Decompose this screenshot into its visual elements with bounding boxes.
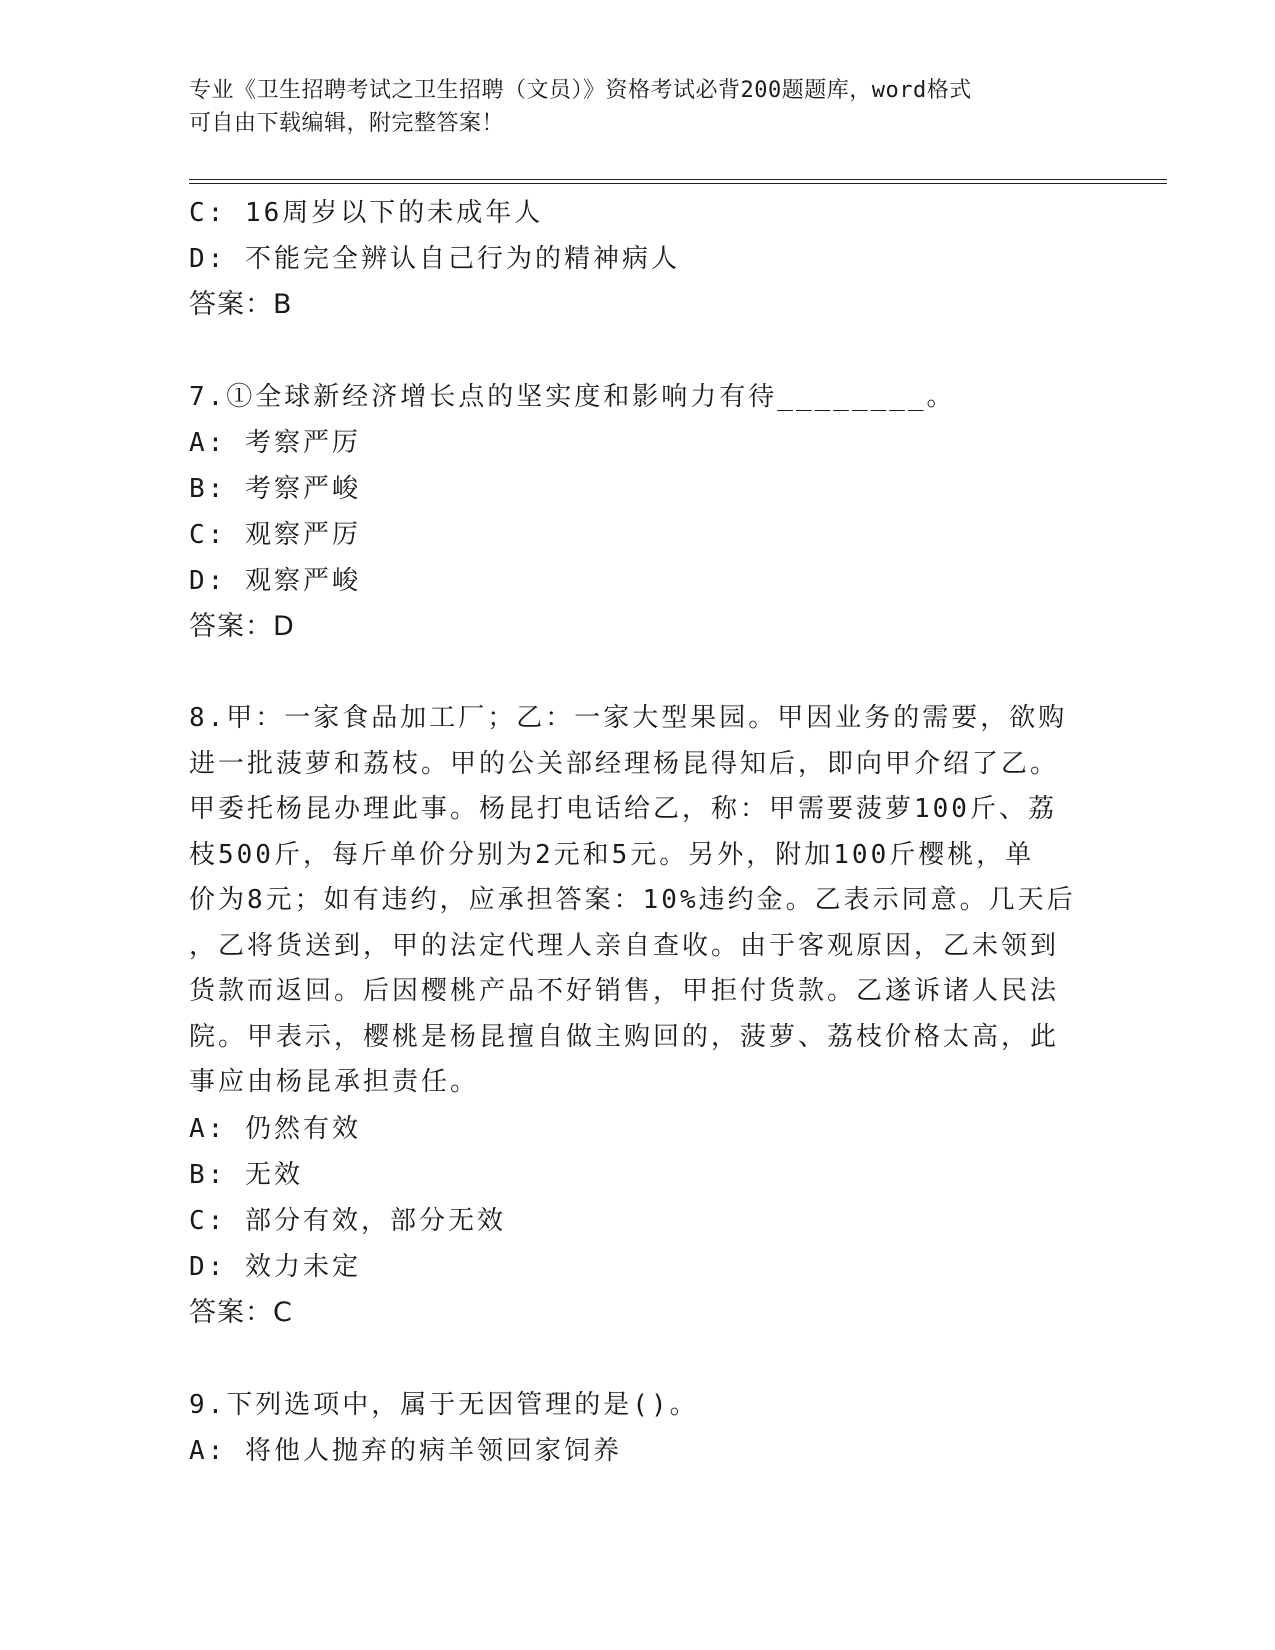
question-9 bbox=[189, 1382, 1089, 1474]
question-8-stem bbox=[189, 696, 1089, 1106]
question-8-stem-line: ，乙将货送到，甲的法定代理人亲自查收。由于客观原因，乙未领到 bbox=[189, 930, 1060, 961]
question-7-option-c: C: 观察严厉 bbox=[189, 520, 361, 550]
question-7-option-b: B: 考察严峻 bbox=[189, 474, 361, 504]
question-7-answer: 答案：D bbox=[189, 611, 295, 642]
question-6 bbox=[189, 190, 1089, 328]
question-6-option-c: C: 16周岁以下的未成年人 bbox=[189, 198, 544, 228]
question-8-option-a: A: 仍然有效 bbox=[189, 1113, 361, 1144]
question-list bbox=[189, 190, 1089, 1474]
question-8-answer: 答案：C bbox=[189, 1296, 293, 1328]
question-8-stem-line: 进一批菠萝和荔枝。甲的公关部经理杨昆得知后，即向甲介绍了乙。 bbox=[189, 748, 1060, 779]
question-6-answer: 答案：B bbox=[189, 289, 293, 320]
question-8-stem-line: 枝500斤，每斤单价分别为2元和5元。另外，附加100斤樱桃，单 bbox=[189, 839, 1035, 870]
question-8-stem-line: 院。甲表示，樱桃是杨昆擅自做主购回的，菠萝、荔枝价格太高，此 bbox=[189, 1021, 1060, 1052]
question-9-stem: 9.下列选项中，属于无因管理的是()。 bbox=[189, 1389, 699, 1420]
spacer bbox=[189, 1336, 1089, 1382]
question-7-option-a: A: 考察严厉 bbox=[189, 428, 361, 458]
question-7 bbox=[189, 374, 1089, 650]
question-8-stem-line: 价为8元；如有违约，应承担答案：10%违约金。乙表示同意。几天后 bbox=[189, 885, 1076, 915]
question-7-stem: 7.①全球新经济增长点的坚实度和影响力有待________。 bbox=[189, 382, 956, 412]
question-8-option-b: B: 无效 bbox=[189, 1159, 303, 1190]
header-divider-bottom bbox=[189, 183, 1167, 184]
document-header bbox=[189, 74, 1089, 140]
question-7-option-d: D: 观察严峻 bbox=[189, 566, 361, 596]
question-8-stem-line: 事应由杨昆承担责任。 bbox=[189, 1067, 480, 1097]
question-9-option-a: A: 将他人抛弃的病羊领回家饲养 bbox=[189, 1435, 622, 1466]
question-8 bbox=[189, 696, 1089, 1336]
question-8-stem-line: 货款而返回。后因樱桃产品不好销售，甲拒付货款。乙遂诉诸人民法 bbox=[189, 976, 1060, 1006]
header-divider-top bbox=[189, 179, 1167, 180]
question-8-option-c: C: 部分有效，部分无效 bbox=[189, 1205, 506, 1236]
spacer bbox=[189, 328, 1089, 374]
question-8-option-d: D: 效力未定 bbox=[189, 1251, 361, 1282]
question-6-option-d: D: 不能完全辨认自己行为的精神病人 bbox=[189, 244, 680, 274]
header-title-line-2: 可自由下载编辑，附完整答案！ bbox=[189, 111, 505, 136]
question-8-stem-line: 甲委托杨昆办理此事。杨昆打电话给乙，称：甲需要菠萝100斤、荔 bbox=[189, 794, 1057, 824]
header-title-line-1: 专业《卫生招聘考试之卫生招聘（文员）》资格考试必背200题题库，word格式 bbox=[189, 78, 972, 103]
spacer bbox=[189, 650, 1089, 696]
question-8-stem-line: 8.甲：一家食品加工厂；乙：一家大型果园。甲因业务的需要，欲购 bbox=[189, 703, 1068, 733]
